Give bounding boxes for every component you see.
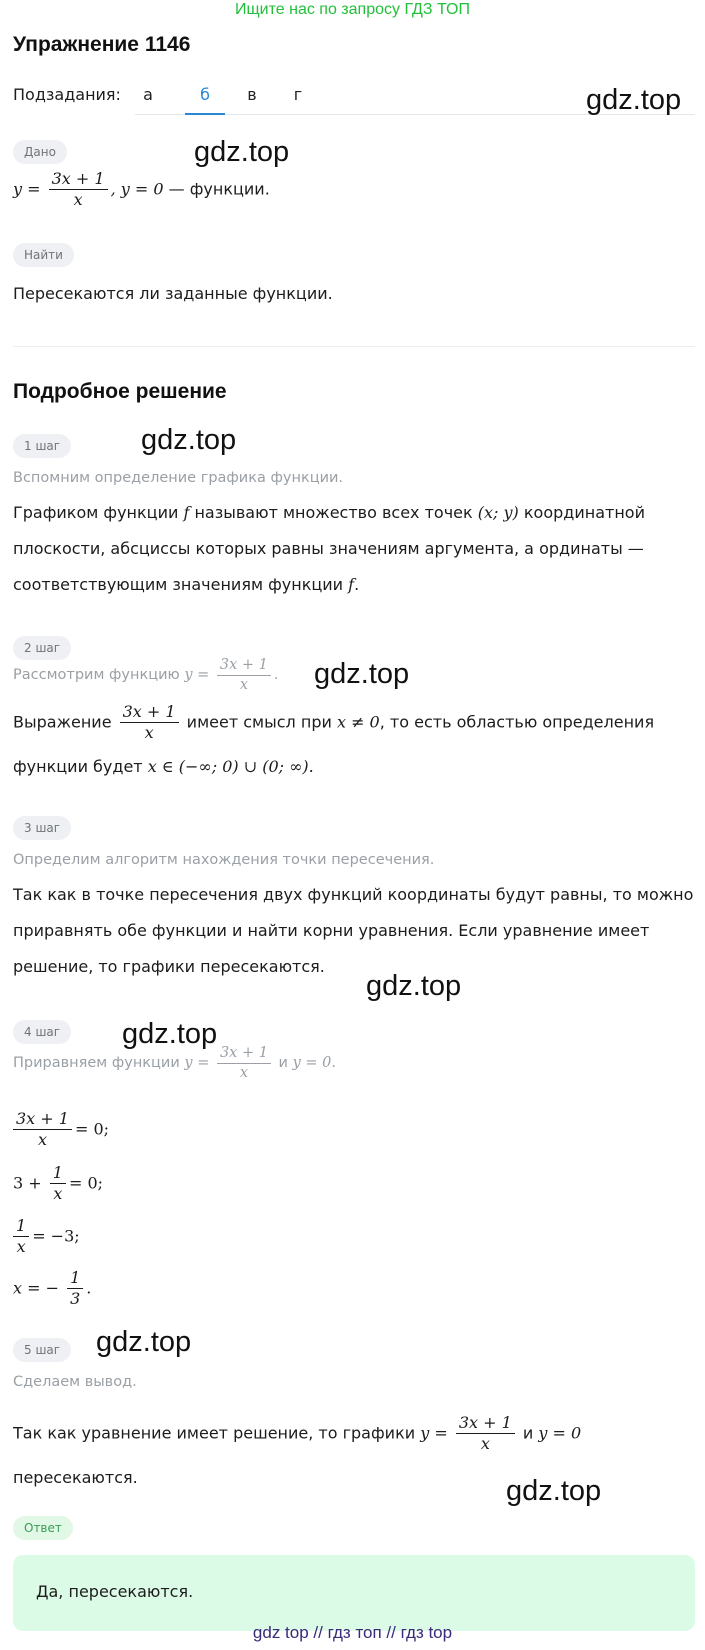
step-5-line-2: пересекаются. [13, 1468, 138, 1487]
step-4-hint: Приравняем функции y = $\frac{3x + 1}{x}$ и y = 0. [13, 1045, 337, 1081]
step-1-line-1: Графиком функции f называют множество всех точек (x; y) координатной [13, 503, 645, 522]
equation-4: x = − $\frac{1}{3}$ . [13, 1268, 92, 1309]
step-3-line-1: Так как в точке пересечения двух функций координаты будут равны, то можно [13, 885, 694, 904]
tab-a[interactable]: а [143, 85, 153, 104]
step-3-line-3: решение, то графики пересекаются. [13, 957, 325, 976]
answer-text: Да, пересекаются. [36, 1582, 194, 1601]
tab-v[interactable]: в [247, 85, 257, 104]
step-4-chip: 4 шаг [13, 1020, 71, 1044]
find-text: Пересекаются ли заданные функции. [13, 284, 333, 303]
step-3-chip: 3 шаг [13, 816, 71, 840]
watermark: gdz.top [141, 424, 237, 456]
step-3-line-2: приравнять обе функции и найти корни уравнения. Если уравнение имеет [13, 921, 650, 940]
step-2-line-2: функции будет x ∈ (−∞; 0) ∪ (0; ∞). [13, 757, 314, 776]
tab-g[interactable]: г [293, 85, 303, 104]
step-1-chip: 1 шаг [13, 434, 71, 458]
step-5-hint: Сделаем вывод. [13, 1374, 137, 1390]
find-chip: Найти [13, 243, 74, 267]
equation-2: 3 + $\frac{1}{x}$ = 0; [13, 1163, 104, 1204]
equation-1: $\frac{3x + 1}{x}$ = 0; [13, 1110, 109, 1150]
footer-links[interactable]: gdz top // гдз топ // гдз top [252, 1623, 453, 1642]
page-title: Упражнение 1146 [13, 33, 191, 56]
step-1-line-2: плоскости, абсциссы которых равны значениям аргумента, а ординаты — [13, 539, 644, 558]
step-1-hint: Вспомним определение графика функции. [13, 470, 344, 486]
step-2-hint: Рассмотрим функцию y = $\frac{3x + 1}{x}$ . [13, 657, 279, 693]
watermark: gdz.top [194, 136, 290, 168]
step-2-chip: 2 шаг [13, 636, 71, 660]
watermark: gdz.top [506, 1475, 602, 1507]
watermark: gdz.top [96, 1326, 192, 1358]
tab-b[interactable]: б [200, 85, 210, 104]
watermark: gdz.top [586, 84, 682, 116]
answer-chip: Ответ [13, 1516, 73, 1540]
active-tab-indicator [185, 113, 225, 115]
watermark: gdz.top [366, 970, 462, 1002]
given-functions: y = $\frac{3x + 1}{x}$ , y = 0 — функции. [13, 169, 270, 210]
step-3-hint: Определим алгоритм нахождения точки пересечения. [13, 852, 435, 868]
given-chip: Дано [13, 140, 67, 164]
step-5-line-1: Так как уравнение имеет решение, то графики y = $\frac{3x + 1}{x}$ и y = 0 [13, 1413, 582, 1454]
solution-title: Подробное решение [13, 380, 227, 403]
search-banner[interactable]: Ищите нас по запросу ГДЗ ТОП [235, 1, 470, 18]
step-1-line-3: соответствующим значениям функции f. [13, 575, 360, 594]
subtasks-label: Подзадания: [13, 85, 121, 104]
step-2-line-1: Выражение $\frac{3x + 1}{x}$ имеет смысл при x ≠ 0, то есть областью определения [13, 702, 655, 743]
section-divider [13, 346, 695, 347]
step-5-chip: 5 шаг [13, 1338, 71, 1362]
watermark: gdz.top [122, 1018, 218, 1050]
watermark: gdz.top [314, 658, 410, 690]
equation-3: $\frac{1}{x}$ = −3; [13, 1217, 80, 1257]
